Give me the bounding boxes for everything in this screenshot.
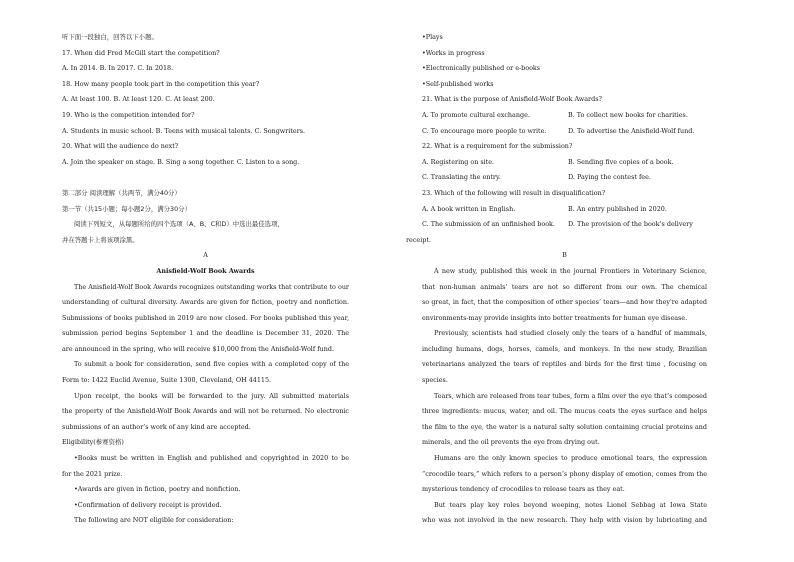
right-column <box>406 30 707 529</box>
question-22: 22. What is a requirement for the submission? <box>422 142 573 151</box>
question-22-options-ab <box>422 155 707 171</box>
question-21: 21. What is the purpose of Anisfield-Wolf Book Awards? <box>422 95 602 104</box>
text-line: the film to the eye, the water is a natural salty solution containing crucial proteins and <box>422 422 707 431</box>
passage-b-label: B <box>562 251 567 260</box>
left-column <box>62 30 349 529</box>
ineligible-item: •Works in progress <box>422 48 485 57</box>
question-22-options-cd <box>422 170 707 186</box>
text-line: species. <box>422 376 448 385</box>
option-b: B. Sending five copies of a book. <box>568 157 674 166</box>
text-line: the property of the Anisfield-Wolf Book Awards and will not be returned. No electronic <box>62 407 349 416</box>
instructions-line2: 并在答题卡上将该项涂黑。 <box>62 235 139 244</box>
text-line: To submit a book for consideration, send five copies with a completed copy of the <box>74 360 349 369</box>
text-line: minerals, and the oil prevents the eye from drying out. <box>422 438 600 447</box>
option-d: D. The provision of the book’s delivery <box>568 220 693 229</box>
part2-heading: 第二部分 阅读理解（共两节，满分40分） <box>62 188 181 197</box>
text-line: mysterious tendency of crocodiles to release tears as they eat. <box>422 485 625 494</box>
ineligible-item: •Self-published works <box>422 79 494 88</box>
option-a: A. Registering on site. <box>422 157 495 166</box>
text-line: Submissions of books published in 2019 are now closed. For books published this year, <box>62 313 349 322</box>
option-b: B. An entry published in 2020. <box>568 204 667 213</box>
ineligible-item: •Electronically published or e-books <box>422 64 541 73</box>
question-21-options-cd <box>422 124 707 140</box>
text-line: •Awards are given in fiction, poetry and nonfiction. <box>74 485 241 494</box>
text-line: understanding of cultural diversity. Awards are given for fiction, poetry and nonfiction. <box>62 298 349 307</box>
text-line: veterinarians analyzed the tears of reptiles and birds for the first time , focusing on <box>422 360 707 369</box>
question-18: 18. How many people took part in the competition this year? <box>62 79 260 88</box>
text-line: “crocodile tears,” which refers to a person’s phony display of emotion, comes from the <box>422 469 707 478</box>
question-18-options: A. At least 100. B. At least 120. C. At least 200. <box>62 95 215 104</box>
text-line: •Books must be written in English and published and copyrighted in 2020 to be <box>74 454 349 463</box>
text-line: The following are NOT eligible for consideration: <box>74 516 234 525</box>
text-line: submissions of an author’s work of any kind are accepted. <box>62 422 251 431</box>
option-b: B. To collect new books for charities. <box>568 110 688 119</box>
text-line: submission period begins September 1 and the deadline is December 31, 2020. The <box>62 329 349 338</box>
text-line: so great, in fact, that the composition of other species’ tears—and how they're adapted <box>422 298 707 307</box>
option-a: A. A book written in English. <box>422 204 516 213</box>
question-19-options: A. Students in music school. B. Teens with musical talents. C. Songwriters. <box>62 126 306 135</box>
question-23: 23. Which of the following will result in disqualification? <box>422 188 606 197</box>
text-line: But tears play key roles beyond weeping, notes Lionel Sebbag at Iowa State <box>434 500 707 509</box>
text-line: Tears, which are released from tear tubes, form a film over the eye that’s composed <box>434 391 707 400</box>
instructions-line1: 阅读下列短文，从每题所给的四个选项（A、B、C和D）中选出最佳选项， <box>74 220 284 229</box>
text-line: Humans are the only known species to produce emotional tears, the expression <box>434 454 707 463</box>
question-17: 17. When did Fred McGill start the competition? <box>62 48 220 57</box>
question-20-options: A. Join the speaker on stage. B. Sing a song together. C. Listen to a song. <box>62 157 300 166</box>
text-line: that non-human animals’ tears are not so different from our own. The chemical <box>422 282 707 291</box>
listening-intro: 听下面一段独白，回答以下小题。 <box>62 33 158 41</box>
option-d: D. To advertise the Anisfield-Wolf fund. <box>568 126 695 135</box>
eligibility-heading: Eligibility(参赛资格) <box>62 438 124 447</box>
question-21-options-ab <box>422 108 707 124</box>
option-c: C. To encourage more people to write. <box>422 126 547 135</box>
question-19: 19. Who is the competition intended for? <box>62 110 195 119</box>
text-line: Form to: 1422 Euclid Avenue, Suite 1300, Cleveland, OH 44115. <box>62 376 272 385</box>
text-line: environments-may provide insights into better treatments for human eye disease. <box>422 313 688 322</box>
text-line: •Confirmation of delivery receipt is provided. <box>74 500 222 509</box>
passage-a-label: A <box>203 251 208 260</box>
text-line: for the 2021 prize. <box>62 469 123 478</box>
option-a: A. To promote cultural exchange. <box>422 110 530 119</box>
option-c: C. Translating the entry. <box>422 173 501 182</box>
text-line: three ingredients: mucus, water, and oil. The mucus coats the eyes surface and helps <box>422 407 707 416</box>
text-line: who was not involved in the new research. They help with vision by lubricating and <box>422 516 707 525</box>
question-23-options-cd <box>422 217 707 233</box>
ineligible-item: •Plays <box>422 33 443 41</box>
option-c: C. The submission of an unfinished book. <box>422 220 555 229</box>
text-line: Previously, scientists had studied closely only the tears of a handful of mammals, <box>434 329 707 338</box>
option-d: D. Paying the contest fee. <box>568 173 651 182</box>
question-23-options-ab <box>422 202 707 218</box>
question-20: 20. What will the audience do next? <box>62 142 179 151</box>
text-line: including humans, dogs, horses, camels, and monkeys. In the new study, Brazilian <box>422 344 707 353</box>
text-line: A new study, published this week in the journal Frontiers in Veterinary Science, <box>434 266 707 275</box>
passage-a-title: Anisfield-Wolf Book Awards <box>156 266 255 275</box>
blank-line <box>62 170 349 186</box>
text-line: Upon receipt, the books will be forwarded to the jury. All submitted materials <box>74 391 349 400</box>
text-line: The Anisfield-Wolf Book Awards recognizes outstanding works that contribute to our <box>74 282 349 291</box>
question-17-options: A. In 2014. B. In 2017. C. In 2018. <box>62 64 174 73</box>
text-line: are announced in the spring, who will receive $10,000 from the Anisfield-Wolf fund. <box>62 344 334 353</box>
section1-heading: 第一节（共15小题；每小题2分，满分30分） <box>62 204 191 213</box>
option-d-continued: receipt. <box>406 235 431 244</box>
